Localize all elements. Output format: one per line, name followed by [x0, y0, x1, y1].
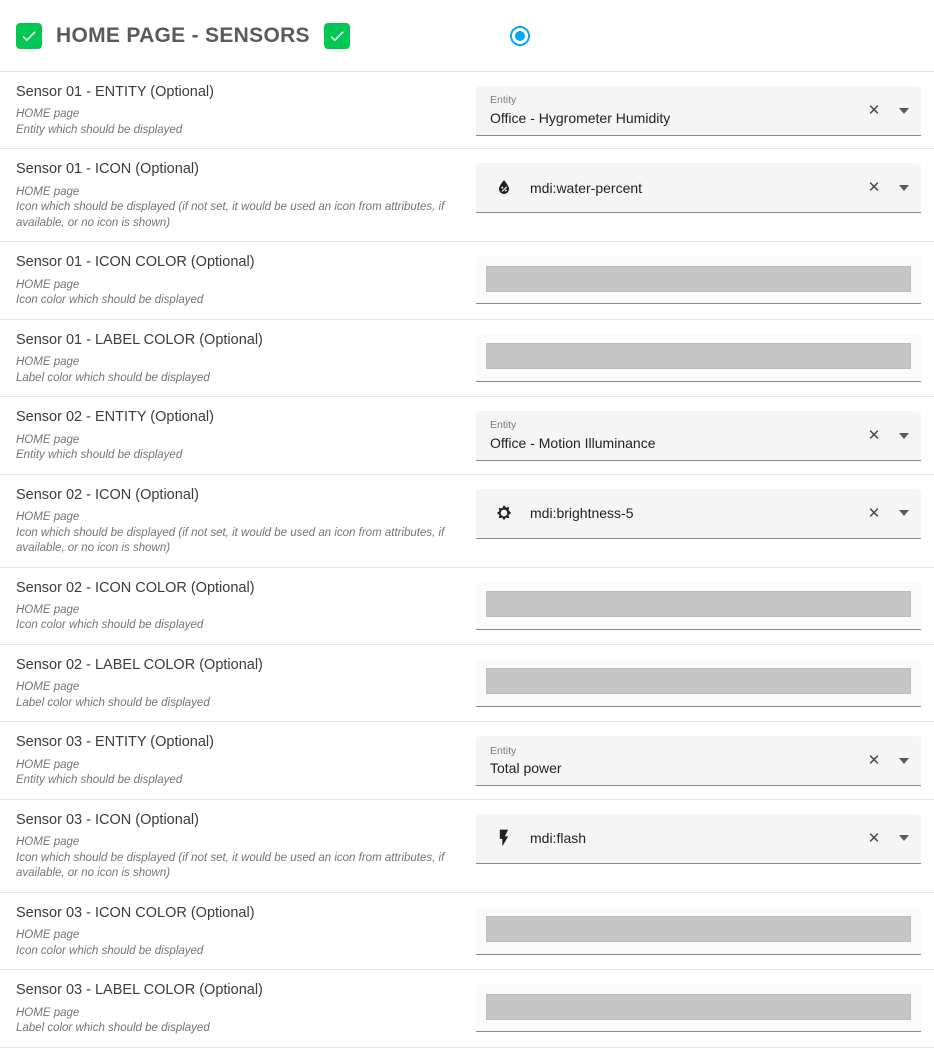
- field-actions: [863, 425, 915, 447]
- field-actions: [863, 827, 915, 849]
- color-input-field[interactable]: [476, 582, 921, 630]
- settings-row: [0, 722, 934, 799]
- icon-picker-texts: [530, 179, 855, 197]
- row-label-area: [16, 734, 476, 788]
- entity-picker-texts: [490, 419, 855, 452]
- icon-picker-field[interactable]: [476, 163, 921, 213]
- chevron-down-icon[interactable]: [893, 100, 915, 122]
- entity-field-label: Entity: [490, 744, 517, 757]
- row-subtitle-description: Icon which should be displayed (if not set, it would be used an icon from attributes, if available, or no icon is shown): [16, 851, 445, 880]
- row-control-area: [476, 734, 921, 786]
- row-label-area: [16, 332, 476, 386]
- row-title: Sensor 02 - ICON (Optional): [16, 486, 199, 503]
- row-title: Sensor 01 - ICON (Optional): [16, 161, 199, 178]
- row-subtitle-description: Label color which should be displayed: [16, 1022, 210, 1035]
- row-subtitle-description: Icon which should be displayed (if not set, it would be used an icon from attributes, if available, or no icon is shown): [16, 201, 445, 229]
- row-label-area: [16, 254, 476, 308]
- brightness-5-icon: [490, 503, 518, 523]
- color-swatch[interactable]: [486, 266, 911, 292]
- row-title: Sensor 01 - ICON COLOR (Optional): [16, 254, 255, 271]
- row-control-area: [476, 409, 921, 461]
- row-title: Sensor 03 - ICON (Optional): [16, 811, 199, 828]
- chevron-down-icon[interactable]: [893, 827, 915, 849]
- color-swatch[interactable]: [486, 343, 911, 369]
- settings-row: [0, 568, 934, 645]
- row-title: Sensor 02 - LABEL COLOR (Optional): [16, 656, 263, 673]
- icon-field-value: mdi:brightness-5: [530, 505, 634, 522]
- row-control-area: [476, 332, 921, 382]
- clear-icon[interactable]: ✕: [867, 179, 881, 197]
- row-subtitle-description: Entity which should be displayed: [16, 123, 183, 136]
- row-subtitle-description: Label color which should be displayed: [16, 696, 210, 709]
- entity-picker-texts: [490, 94, 855, 127]
- row-control-area: [476, 161, 921, 213]
- color-swatch[interactable]: [486, 916, 911, 942]
- icon-picker-texts: [530, 504, 855, 522]
- row-subtitle-description: Icon color which should be displayed: [16, 944, 204, 957]
- radio-button-selected[interactable]: [510, 26, 530, 46]
- clear-icon[interactable]: ✕: [867, 102, 881, 119]
- row-control-area: [476, 487, 921, 539]
- row-control-area: [476, 84, 921, 136]
- row-subtitle-page: HOME page: [16, 1006, 80, 1019]
- row-control-area: [476, 254, 921, 304]
- settings-row: [0, 893, 934, 970]
- settings-row: [0, 242, 934, 319]
- chevron-down-icon[interactable]: [893, 177, 915, 199]
- row-subtitle-page: HOME page: [16, 185, 80, 198]
- row-title: Sensor 03 - ICON COLOR (Optional): [16, 904, 255, 921]
- color-input-field[interactable]: [476, 659, 921, 707]
- clear-icon[interactable]: ✕: [867, 427, 881, 445]
- row-subtitle-page: HOME page: [16, 836, 80, 849]
- chevron-down-icon[interactable]: [893, 425, 915, 447]
- row-subtitle-page: HOME page: [16, 356, 80, 369]
- row-subtitle-description: Entity which should be displayed: [16, 774, 183, 787]
- settings-row: [0, 970, 934, 1047]
- chevron-down-icon[interactable]: [893, 750, 915, 772]
- entity-field-label: Entity: [490, 419, 517, 432]
- row-subtitle-page: HOME page: [16, 929, 80, 942]
- color-swatch[interactable]: [486, 591, 911, 617]
- row-title: Sensor 02 - ENTITY (Optional): [16, 409, 214, 426]
- row-subtitle-page: HOME page: [16, 681, 80, 694]
- page-header: [0, 0, 934, 72]
- checkbox-left-checked[interactable]: [16, 23, 42, 49]
- icon-picker-field[interactable]: [476, 489, 921, 539]
- color-input-field[interactable]: [476, 984, 921, 1032]
- settings-row: [0, 149, 934, 242]
- row-label-area: [16, 905, 476, 959]
- row-subtitle-description: Icon color which should be displayed: [16, 619, 204, 632]
- row-label-area: [16, 657, 476, 711]
- settings-row: [0, 800, 934, 893]
- row-subtitle-description: Label color which should be displayed: [16, 371, 210, 384]
- entity-picker-field[interactable]: [476, 411, 921, 461]
- row-label-area: [16, 161, 476, 231]
- field-actions: [863, 502, 915, 524]
- row-subtitle-page: HOME page: [16, 108, 80, 121]
- row-control-area: [476, 812, 921, 864]
- flash-icon: [490, 828, 518, 848]
- bottom-spacer: [0, 1048, 934, 1056]
- row-title: Sensor 03 - LABEL COLOR (Optional): [16, 982, 263, 999]
- checkbox-right-checked[interactable]: [324, 23, 350, 49]
- clear-icon[interactable]: ✕: [867, 504, 881, 522]
- clear-icon[interactable]: ✕: [867, 752, 881, 770]
- color-swatch[interactable]: [486, 668, 911, 694]
- row-label-area: [16, 812, 476, 882]
- row-subtitle-description: Entity which should be displayed: [16, 449, 183, 462]
- row-subtitle-description: Icon color which should be displayed: [16, 294, 204, 307]
- row-control-area: [476, 905, 921, 955]
- settings-row: [0, 645, 934, 722]
- row-subtitle-page: HOME page: [16, 758, 80, 771]
- settings-row: [0, 320, 934, 397]
- icon-picker-texts: [530, 829, 855, 847]
- row-title: Sensor 01 - LABEL COLOR (Optional): [16, 331, 263, 348]
- row-label-area: [16, 409, 476, 463]
- water-percent-icon: [490, 178, 518, 198]
- entity-field-label: Entity: [490, 94, 517, 107]
- icon-picker-field[interactable]: [476, 814, 921, 864]
- color-input-field[interactable]: [476, 907, 921, 955]
- settings-row: [0, 475, 934, 568]
- row-control-area: [476, 580, 921, 630]
- icon-field-value: mdi:water-percent: [530, 179, 643, 196]
- settings-row: [0, 72, 934, 149]
- entity-picker-field[interactable]: [476, 736, 921, 786]
- row-title: Sensor 03 - ENTITY (Optional): [16, 734, 214, 751]
- settings-row: [0, 397, 934, 474]
- radio-inner-dot: [515, 31, 525, 41]
- row-subtitle-page: HOME page: [16, 511, 80, 524]
- page-title: HOME PAGE - SENSORS: [56, 23, 310, 47]
- row-subtitle-page: HOME page: [16, 433, 80, 446]
- color-input-field[interactable]: [476, 256, 921, 304]
- row-label-area: [16, 580, 476, 634]
- row-title: Sensor 01 - ENTITY (Optional): [16, 84, 214, 100]
- entity-field-value: Office - Motion Illuminance: [490, 434, 656, 451]
- row-subtitle-page: HOME page: [16, 278, 80, 291]
- row-subtitle-page: HOME page: [16, 603, 80, 616]
- entity-field-value: Office - Hygrometer Humidity: [490, 109, 671, 126]
- row-title: Sensor 02 - ICON COLOR (Optional): [16, 579, 255, 596]
- field-actions: [863, 177, 915, 199]
- color-input-field[interactable]: [476, 334, 921, 382]
- entity-picker-field[interactable]: [476, 86, 921, 136]
- radio-outer-circle: [510, 26, 530, 46]
- row-subtitle-description: Icon which should be displayed (if not set, it would be used an icon from attributes, if available, or no icon is shown): [16, 526, 445, 555]
- field-actions: [863, 750, 915, 772]
- row-control-area: [476, 982, 921, 1032]
- clear-icon[interactable]: ✕: [867, 829, 881, 847]
- entity-picker-texts: [490, 745, 855, 778]
- color-swatch[interactable]: [486, 994, 911, 1020]
- row-control-area: [476, 657, 921, 707]
- row-label-area: [16, 84, 476, 138]
- settings-rows: [0, 72, 934, 1048]
- row-label-area: [16, 982, 476, 1036]
- icon-field-value: mdi:flash: [530, 830, 587, 847]
- field-actions: [863, 100, 915, 122]
- chevron-down-icon[interactable]: [893, 502, 915, 524]
- row-label-area: [16, 487, 476, 557]
- entity-field-value: Total power: [490, 760, 562, 777]
